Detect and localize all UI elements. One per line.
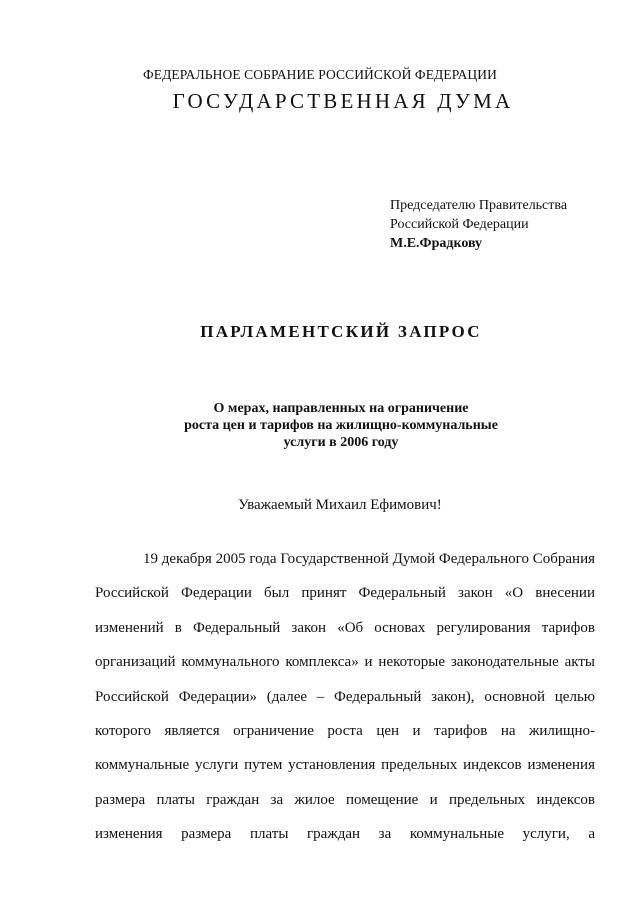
chamber-name: ГОСУДАРСТВЕННАЯ ДУМА <box>172 89 514 113</box>
body-line: которого является ограничение роста цен и тарифов на жилищно- <box>95 723 595 740</box>
document-subject <box>0 400 640 451</box>
addressee-block <box>390 196 567 253</box>
body-line: Российской Федерации был принят Федеральный закон «О внесении <box>95 585 595 602</box>
greeting: Уважаемый Михаил Ефимович! <box>238 497 442 513</box>
subject-line: О мерах, направленных на ограничение <box>213 401 469 416</box>
body-line: изменения размера платы граждан за коммунальные услуги, а <box>95 826 595 843</box>
body-paragraph <box>95 542 595 852</box>
addressee-line: Председателю Правительства <box>390 198 568 213</box>
subject-line: услуги в 2006 году <box>283 435 399 450</box>
body-line: Российской Федерации» (далее – Федеральный закон), основной целью <box>95 688 595 705</box>
organization-name: ФЕДЕРАЛЬНОЕ СОБРАНИЕ РОССИЙСКОЙ ФЕДЕРАЦИИ <box>143 67 497 82</box>
body-line: организаций коммунального комплекса» и некоторые законодательные акты <box>95 654 595 671</box>
body-line: размера платы граждан за жилое помещение и предельных индексов <box>95 791 595 808</box>
addressee-name: М.Е.Фрадкову <box>390 236 483 251</box>
body-line: коммунальные услуги путем установления предельных индексов изменения <box>95 757 595 774</box>
addressee-line: Российской Федерации <box>390 217 529 232</box>
body-line: изменений в Федеральный закон «Об основах регулирования тарифов <box>95 619 595 636</box>
body-line: 19 декабря 2005 года Государственной Думой Федерального Собрания <box>143 551 595 567</box>
subject-line: роста цен и тарифов на жилищно-коммунальные <box>184 418 498 433</box>
document-type-title: ПАРЛАМЕНТСКИЙ ЗАПРОС <box>200 322 482 341</box>
